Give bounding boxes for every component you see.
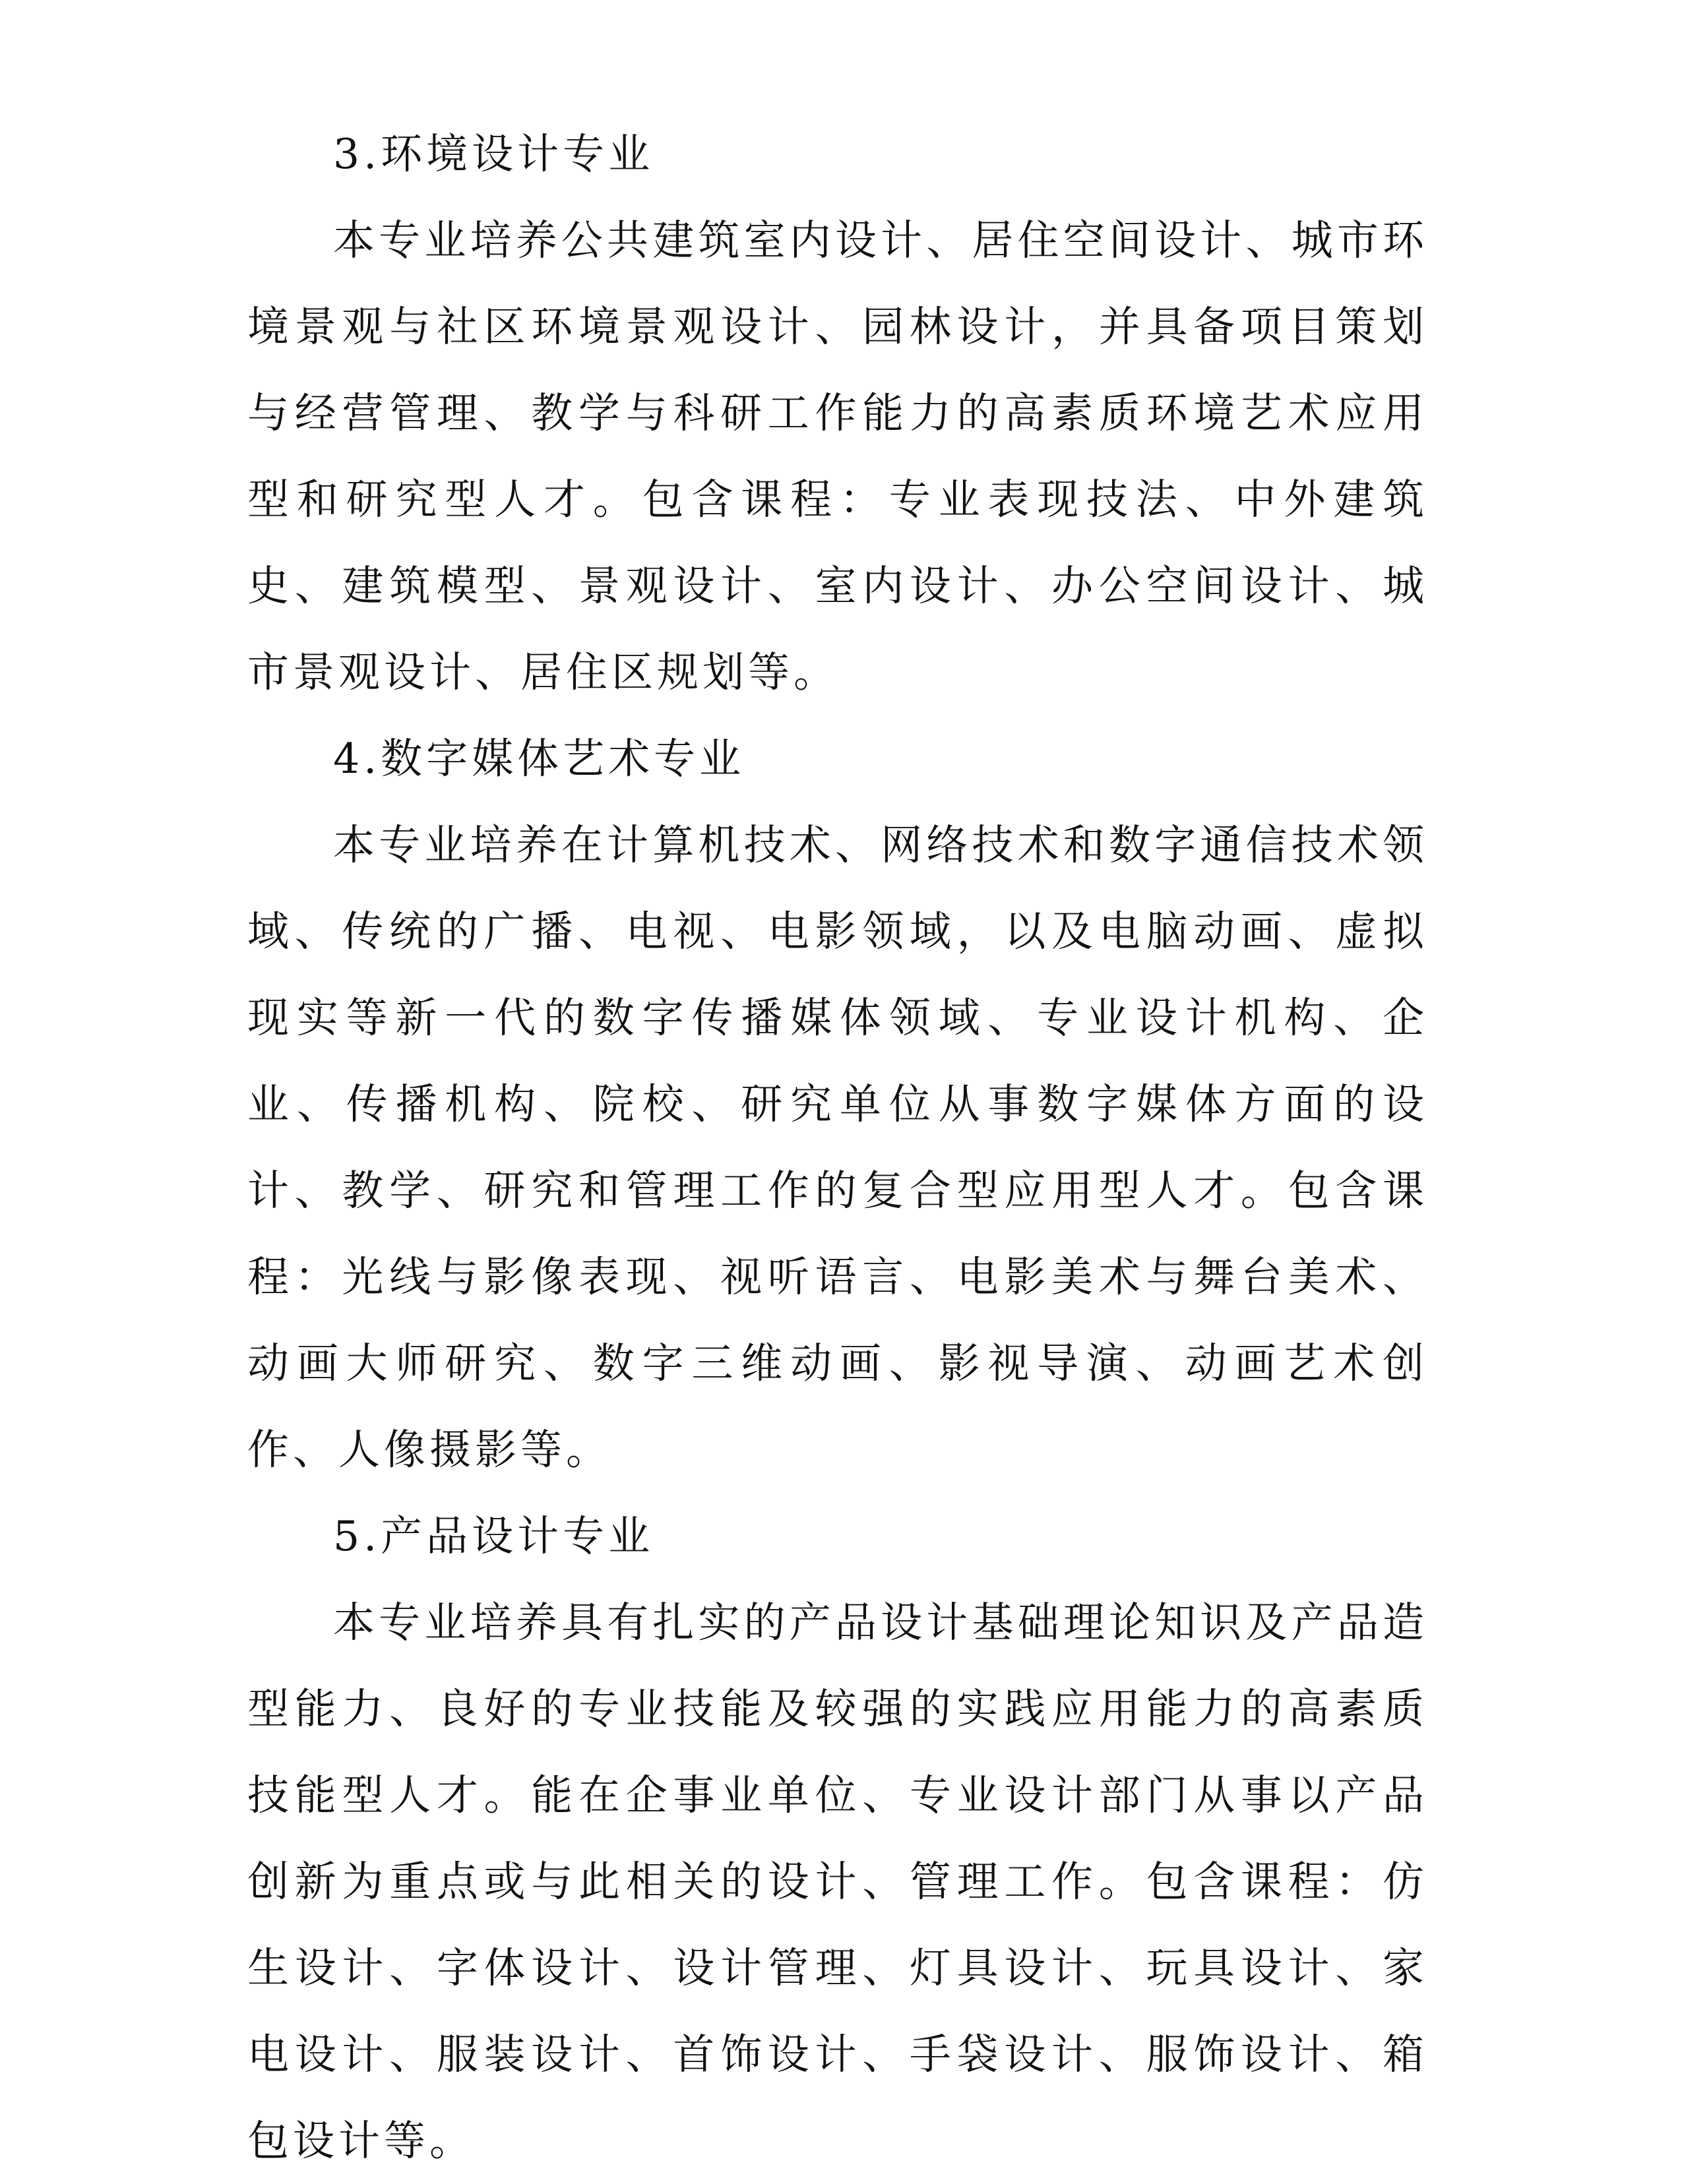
section-heading: 3.环境设计专业: [333, 130, 654, 178]
section-product-design: [247, 1493, 1428, 2184]
section-paragraph: 本专业培养具有扎实的产品设计基础理论知识及产品造型能力、良好的专业技能及较强的实践应用能力的高素质技能型人才。能在企事业单位、专业设计部门从事以产品创新为重点或与此相关的设计、管理工作。包含课程：仿生设计、字体设计、设计管理、灯具设计、玩具设计、家电设计、服装设计、首饰设计、手袋设计、服饰设计、箱包设计等。: [247, 1598, 1428, 2165]
section-environmental-design: [247, 111, 1428, 715]
section-paragraph: 本专业培养公共建筑室内设计、居住空间设计、城市环境景观与社区环境景观设计、园林设计，并具备项目策划与经营管理、教学与科研工作能力的高素质环境艺术应用型和研究型人才。包含课程：专业表现技法、中外建筑史、建筑模型、景观设计、室内设计、办公空间设计、城市景观设计、居住区规划等。: [247, 216, 1428, 696]
section-digital-media-art: [247, 715, 1428, 1493]
section-heading: 4.数字媒体艺术专业: [333, 735, 745, 783]
section-heading: 5.产品设计专业: [333, 1512, 654, 1560]
document-page: [247, 111, 1428, 2184]
section-paragraph: 本专业培养在计算机技术、网络技术和数字通信技术领域、传统的广播、电视、电影领域，以及电脑动画、虚拟现实等新一代的数字传播媒体领域、专业设计机构、企业、传播机构、院校、研究单位从事数字媒体方面的设计、教学、研究和管理工作的复合型应用型人才。包含课程：光线与影像表现、视听语言、电影美术与舞台美术、动画大师研究、数字三维动画、影视导演、动画艺术创作、人像摄影等。: [247, 821, 1428, 1474]
